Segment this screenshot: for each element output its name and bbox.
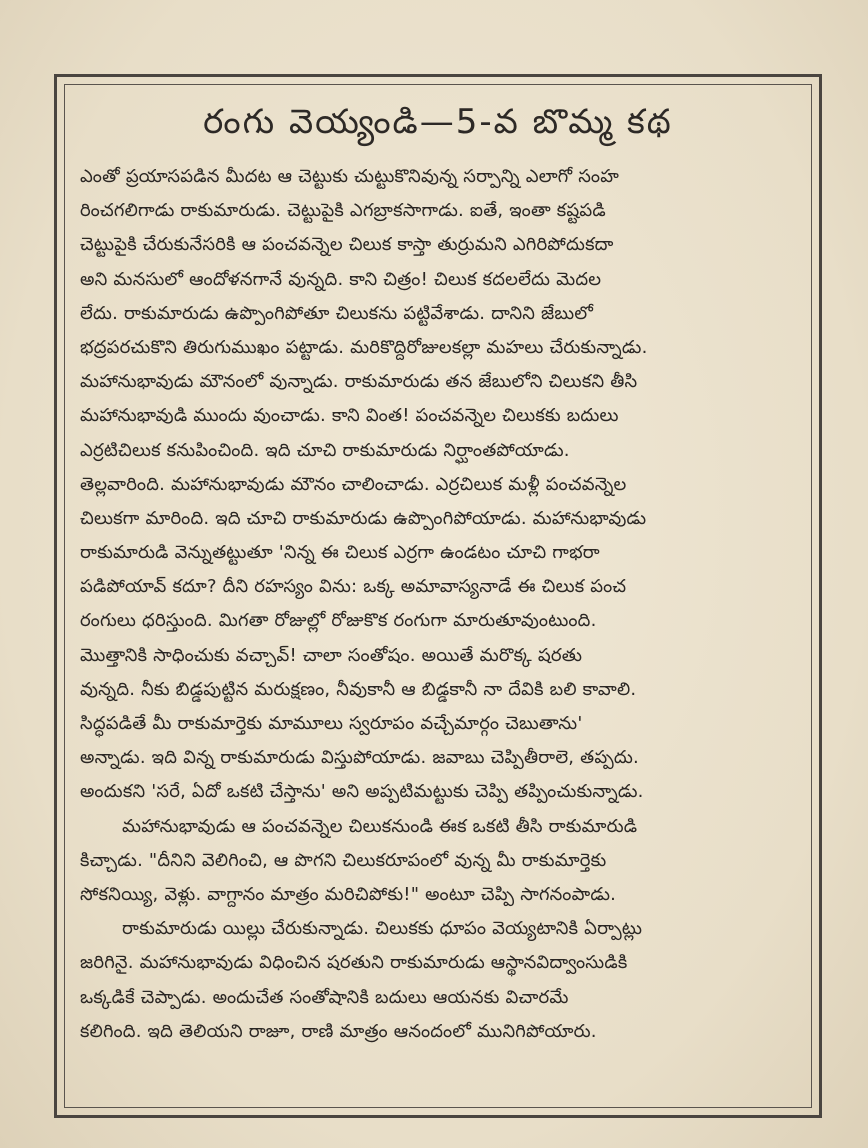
text-line: రాకుమారుడి వెన్నుతట్టుతూ 'నిన్న ఈ చిలుక ఎర్రగా ఉండటం చూచి గాభరా <box>80 542 600 564</box>
text-line: లేదు. రాకుమారుడు ఉప్పొంగిపోతూ చిలుకను పట్టివేశాడు. దానిని జేబులో <box>80 302 594 324</box>
text-line: ఎర్రటిచిలుక కనుపించింది. ఇది చూచి రాకుమారుడు నిర్ఘాంతపోయాడు. <box>80 439 570 461</box>
text-line: కలిగింది. ఇది తెలియని రాజూ, రాణి మాత్రం ఆనందంలో మునిగిపోయారు. <box>80 1020 597 1042</box>
text-line: చిలుకగా మారింది. ఇది చూచి రాకుమారుడు ఉప్పొంగిపోయాడు. మహానుభావుడు <box>80 507 647 529</box>
text-line: భద్రపరచుకొని తిరుగుముఖం పట్టాడు. మరికొద్దిరోజులకల్లా మహలు చేరుకున్నాడు. <box>80 336 648 358</box>
text-line: పడిపోయావ్ కదూ? దీని రహస్యం విను: ఒక్క అమావాస్యనాడే ఈ చిలుక పంచ <box>80 576 627 598</box>
text-line: అందుకని 'సరే, ఏదో ఒకటి చేస్తాను' అని అప్పటిమట్టుకు చెప్పి తప్పించుకున్నాడు. <box>80 781 644 803</box>
story-title: రంగు వెయ్యండి—5-వ బొమ్మ కథ <box>203 102 673 142</box>
paragraph-start-line: మహానుభావుడు ఆ పంచవన్నెల చిలుకనుండి ఈక ఒకటి తీసి రాకుమారుడి <box>122 815 638 837</box>
text-line: కిచ్చాడు. "దీనిని వెలిగించి, ఆ పొగని చిలుకరూపంలో వున్న మీ రాకుమార్తెకు <box>80 849 607 871</box>
text-line: చెట్టుపైకి చేరుకునేసరికి ఆ పంచవన్నెల చిలుక కాస్తా తుర్రుమని ఎగిరిపోదుకదా <box>80 234 614 256</box>
text-line: రించగలిగాడు రాకుమారుడు. చెట్టుపైకి ఎగబ్రాకసాగాడు. ఐతే, ఇంతా కష్టపడి <box>80 200 606 222</box>
text-line: అన్నాడు. ఇది విన్న రాకుమారుడు విస్తుపోయాడు. జవాబు చెప్పితీరాలె, తప్పదు. <box>80 747 639 769</box>
text-line: అని మనసులో ఆందోళనగానే వున్నది. కాని చిత్రం! చిలుక కదలలేదు మెదల <box>80 268 602 290</box>
text-line: సిద్ధపడితే మీ రాకుమార్తెకు మామూలు స్వరూపం వచ్చేమార్గం చెబుతాను' <box>80 713 583 734</box>
text-line: వున్నది. నీకు బిడ్డపుట్టిన మరుక్షణం, నీవుకానీ ఆ బిడ్డకానీ నా దేవికి బలి కావాలి. <box>80 678 637 700</box>
text-line: రంగులు ధరిస్తుంది. మిగతా రోజుల్లో రోజుకొక రంగుగా మారుతూవుంటుంది. <box>80 610 597 632</box>
paragraph-start-line: రాకుమారుడు యిల్లు చేరుకున్నాడు. చిలుకకు ధూపం వెయ్యటానికి ఏర్పాట్లు <box>122 918 643 940</box>
text-line: సోకనియ్యి, వెళ్లు. వాగ్దానం మాత్రం మరిచిపోకు!" అంటూ చెప్పి సాగనంపాడు. <box>80 883 617 905</box>
text-line: ఒక్కడికే చెప్పాడు. అందుచేత సంతోషానికి బదులు ఆయనకు విచారమే <box>80 986 569 1008</box>
text-line: ఎంతో ప్రయాసపడిన మీదట ఆ చెట్టుకు చుట్టుకొనివున్న సర్పాన్ని ఎలాగో సంహ <box>80 166 619 187</box>
story-body <box>80 160 802 1049</box>
text-line: మహానుభావుడి ముందు వుంచాడు. కాని వింత! పంచవన్నెల చిలుకకు బదులు <box>80 405 619 427</box>
text-line: జరిగినై. మహానుభావుడు విధించిన షరతుని రాకుమారుడు ఆస్థానవిద్వాంసుడికి <box>80 952 628 974</box>
text-line: మొత్తానికి సాధించుకు వచ్చావ్! చాలా సంతోషం. అయితే మరొక్క షరతు <box>80 644 583 666</box>
text-line: తెల్లవారింది. మహానుభావుడు మౌనం చాలించాడు. ఎర్రచిలుక మళ్లీ పంచవన్నెల <box>80 473 627 495</box>
text-line: మహానుభావుడు మౌనంలో వున్నాడు. రాకుమారుడు తన జేబులోని చిలుకని తీసి <box>80 371 638 393</box>
